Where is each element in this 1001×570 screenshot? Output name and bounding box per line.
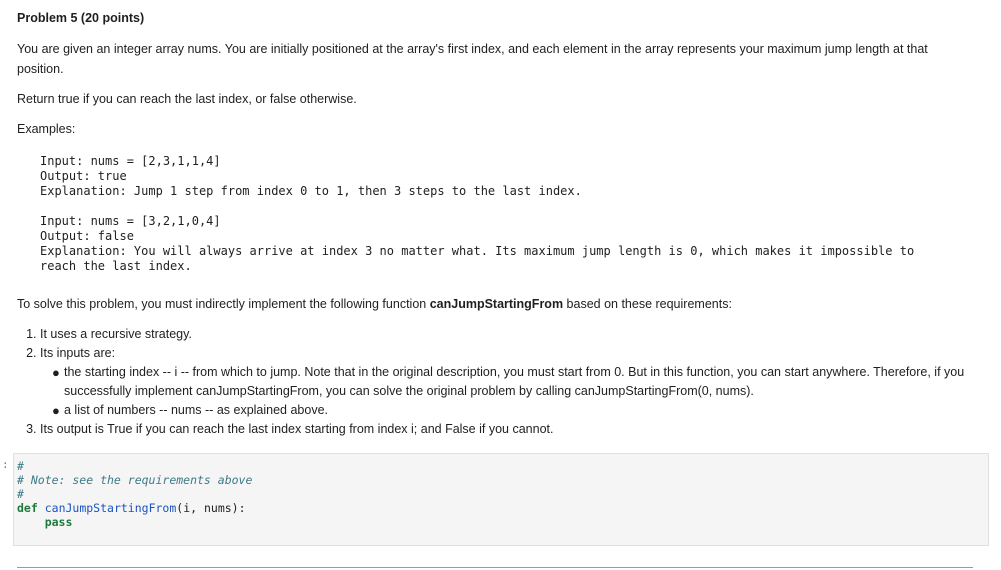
task-description — [17, 295, 967, 315]
examples-block — [40, 154, 914, 274]
requirement-item — [40, 344, 1000, 420]
code-keyword-pass: pass — [44, 515, 73, 529]
code-text[interactable] — [14, 454, 988, 529]
bullet-icon: ● — [52, 403, 60, 418]
example2-output: Output: false — [40, 229, 134, 243]
function-name: canJumpStartingFrom — [429, 297, 564, 311]
example2-input: Input: nums = [3,2,1,0,4] — [40, 214, 221, 228]
inputs-sublist — [40, 363, 1000, 420]
code-comment: # Note: see the requirements above — [17, 473, 253, 487]
task-suffix: based on these requirements: — [563, 297, 732, 311]
cell-prompt: : — [2, 458, 9, 471]
task-prefix: To solve this problem, you must indirectly implement the following function — [17, 297, 430, 311]
examples-label: Examples: — [17, 122, 76, 136]
example2-explanation-cont: reach the last index. — [40, 259, 192, 273]
problem-description: You are given an integer array nums. You are initially positioned at the array's first index, and each element in the array represents your maximum jump length at that position. — [17, 42, 928, 76]
code-function-args: (i, nums): — [176, 501, 246, 515]
sublist-item-text: a list of numbers -- nums -- as explained above. — [64, 403, 329, 417]
problem-title: Problem 5 (20 points) — [17, 11, 145, 25]
example2-explanation: Explanation: You will always arrive at index 3 no matter what. Its maximum jump length is 0, which makes it impossible to — [40, 244, 915, 258]
code-cell-editor[interactable] — [13, 453, 989, 546]
code-keyword-def: def — [17, 501, 38, 515]
cell-divider — [17, 567, 973, 568]
example1-input: Input: nums = [2,3,1,1,4] — [40, 154, 221, 168]
example1-output: Output: true — [40, 169, 127, 183]
code-comment: # — [17, 459, 24, 473]
return-description: Return true if you can reach the last index, or false otherwise. — [17, 92, 357, 106]
requirement-item: 3. Its output is True if you can reach the last index starting from index i; and False if you cannot. — [40, 420, 1000, 439]
requirements-list — [17, 325, 1000, 439]
bullet-icon: ● — [52, 365, 60, 380]
sublist-item-text: the starting index -- i -- from which to jump. Note that in the original description, you must start from 0. But in this function, you can start anywhere. Therefore, if you successfully implement canJumpStartingFrom, you can solve the original problem by calling canJumpStartingFrom(0, nums). — [64, 365, 965, 398]
sublist-item — [52, 363, 1000, 401]
sublist-item — [52, 401, 1000, 420]
requirement-item: 1. It uses a recursive strategy. — [40, 325, 1000, 344]
code-function-name: canJumpStartingFrom — [44, 501, 177, 515]
code-comment: # — [17, 487, 24, 501]
requirement-inputs-label: Its inputs are: — [40, 346, 116, 360]
example1-explanation: Explanation: Jump 1 step from index 0 to 1, then 3 steps to the last index. — [40, 184, 582, 198]
